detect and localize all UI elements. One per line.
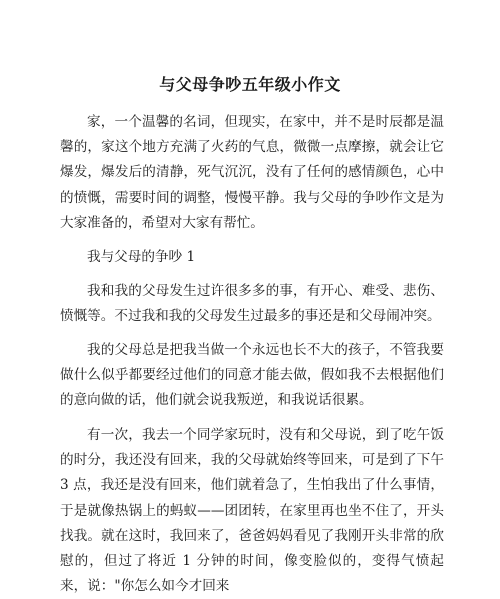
body-paragraph-1: 我和我的父母发生过许很多多的事，有开心、难受、悲伤、愤慨等。不过我和我的父母发生过最多的事还是和父母闹冲突。 xyxy=(60,283,444,325)
intro-paragraph: 家，一个温馨的名词，但现实，在家中，并不是时辰都是温馨的，家这个地方充满了火药的气息，微微一点摩擦，就会让它爆发，爆发后的清静，死气沉沉，没有了任何的感情颜色，心中的愤慨，需要时间的调整，慢慢平静。我与父母的争吵作文是为大家准备的，希望对大家有帮忙。 xyxy=(60,114,444,231)
document-title: 与父母争吵五年级小作文 xyxy=(159,75,341,94)
body-paragraph-3: 有一次，我去一个同学家玩时，没有和父母说，到了吃午饭的时分，我还没有回来，我的父母就始终等回来，可是到了下午 3 点，我还是没有回来，他们就着急了，生怕我出了什么事情，于是就像热锅上的蚂蚁——团团转，在家里再也坐不住了，开头找我。就在这时，我回来了，爸爸妈妈看见了我刚开头非常的欣慰的，但过了将近 1 分钟的时间，像变脸似的，变得气愤起来，说："你怎么如今才回来 xyxy=(60,427,444,595)
section-heading: 我与父母的争吵 1 xyxy=(87,249,196,265)
body-paragraph-2: 我的父母总是把我当做一个永远也长不大的孩子，不管我要做什么似乎都要经过他们的同意才能去做，假如我不去根据他们的意向做的话，他们就会说我叛逆，和我说话很累。 xyxy=(60,342,444,409)
